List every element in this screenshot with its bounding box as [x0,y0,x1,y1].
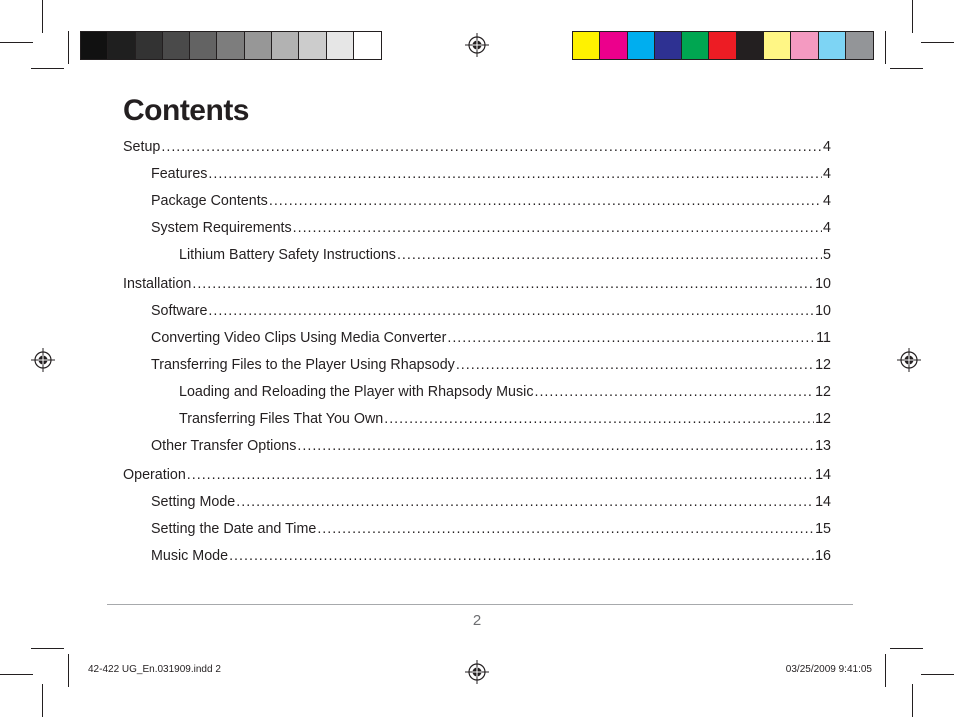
dot-leader [297,438,814,454]
color-swatch [600,32,627,59]
crop-mark [890,648,923,649]
toc-entry-label: Package Contents [151,193,268,209]
toc-entry-page: 4 [823,139,831,155]
color-swatch [163,32,190,59]
dot-leader [397,247,822,263]
color-swatch [573,32,600,59]
crop-mark [912,684,913,717]
toc-entry-label: Setup [123,139,161,155]
toc-entry-page: 14 [815,467,831,483]
slug-filename: 42-422 UG_En.031909.indd 2 [88,664,221,675]
toc-entry[interactable] [151,357,831,377]
toc-entry[interactable] [151,220,831,240]
color-swatch [791,32,818,59]
color-swatch [217,32,244,59]
footer-rule [107,604,853,605]
toc-entry-page: 12 [815,357,831,373]
process-color-bar [572,31,874,60]
crop-mark [68,31,69,64]
toc-entry-page: 4 [823,220,831,236]
toc-entry[interactable] [179,384,831,404]
page-title: Contents [123,94,249,127]
dot-leader [208,166,822,182]
dot-leader [192,276,814,292]
toc-entry[interactable] [123,276,831,296]
toc-entry-page: 16 [815,548,831,564]
crop-mark [921,42,954,43]
toc-entry-page: 10 [815,276,831,292]
toc-entry[interactable] [151,438,831,458]
crop-mark [42,684,43,717]
toc-entry-page: 13 [815,438,831,454]
color-swatch [737,32,764,59]
toc-entry-page: 4 [823,166,831,182]
toc-entry[interactable] [151,521,831,541]
crop-mark [0,42,33,43]
dot-leader [447,330,815,346]
toc-entry[interactable] [151,330,831,350]
crop-mark [921,674,954,675]
color-swatch [354,32,381,59]
dot-leader [236,494,814,510]
color-swatch [327,32,354,59]
toc-entry-label: Software [151,303,208,319]
crop-mark [885,654,886,687]
toc-entry-label: Converting Video Clips Using Media Converter [151,330,447,346]
toc-entry-label: Transferring Files to the Player Using Rhapsody [151,357,455,373]
color-swatch [299,32,326,59]
toc-entry-label: Loading and Reloading the Player with Rhapsody Music [179,384,534,400]
color-swatch [190,32,217,59]
color-swatch [655,32,682,59]
toc-entry-label: Transferring Files That You Own [179,411,384,427]
toc-entry[interactable] [151,494,831,514]
color-swatch [81,32,108,59]
toc-entry[interactable] [179,247,831,267]
toc-entry-label: System Requirements [151,220,292,236]
crop-mark [42,0,43,33]
toc-entry-label: Operation [123,467,186,483]
crop-mark [885,31,886,64]
toc-entry-page: 4 [823,193,831,209]
dot-leader [317,521,814,537]
toc-entry-page: 12 [815,384,831,400]
toc-entry[interactable] [151,548,831,568]
toc-entry-label: Lithium Battery Safety Instructions [179,247,396,263]
toc-entry-label: Music Mode [151,548,229,564]
color-swatch [272,32,299,59]
crop-mark [890,68,923,69]
grayscale-color-bar [80,31,382,60]
dot-leader [187,467,814,483]
color-swatch [682,32,709,59]
registration-mark-icon [897,348,921,372]
toc-entry[interactable] [151,166,831,186]
dot-leader [293,220,822,236]
color-swatch [628,32,655,59]
crop-mark [68,654,69,687]
toc-entry-page: 5 [823,247,831,263]
dot-leader [269,193,822,209]
color-swatch [108,32,135,59]
toc-entry-page: 12 [815,411,831,427]
dot-leader [456,357,814,373]
toc-entry[interactable] [179,411,831,431]
dot-leader [229,548,814,564]
toc-entry[interactable] [123,139,831,159]
color-swatch [136,32,163,59]
registration-mark-icon [465,33,489,57]
registration-mark-icon [465,660,489,684]
toc-entry-label: Other Transfer Options [151,438,297,454]
toc-entry[interactable] [151,303,831,323]
color-swatch [245,32,272,59]
page-number: 2 [472,612,482,629]
crop-mark [0,674,33,675]
color-swatch [819,32,846,59]
slug-timestamp: 03/25/2009 9:41:05 [785,664,872,675]
dot-leader [161,139,822,155]
color-swatch [764,32,791,59]
toc-entry-page: 10 [815,303,831,319]
dot-leader [384,411,814,427]
toc-entry[interactable] [151,193,831,213]
toc-entry-label: Features [151,166,208,182]
dot-leader [534,384,814,400]
dot-leader [208,303,814,319]
toc-entry-page: 11 [816,330,831,346]
registration-mark-icon [31,348,55,372]
toc-entry-page: 14 [815,494,831,510]
color-swatch [709,32,736,59]
color-swatch [846,32,873,59]
toc-entry-label: Setting Mode [151,494,236,510]
toc-entry-label: Setting the Date and Time [151,521,317,537]
crop-mark [912,0,913,33]
crop-mark [31,648,64,649]
toc-entry[interactable] [123,467,831,487]
toc-entry-page: 15 [815,521,831,537]
toc-entry-label: Installation [123,276,192,292]
crop-mark [31,68,64,69]
